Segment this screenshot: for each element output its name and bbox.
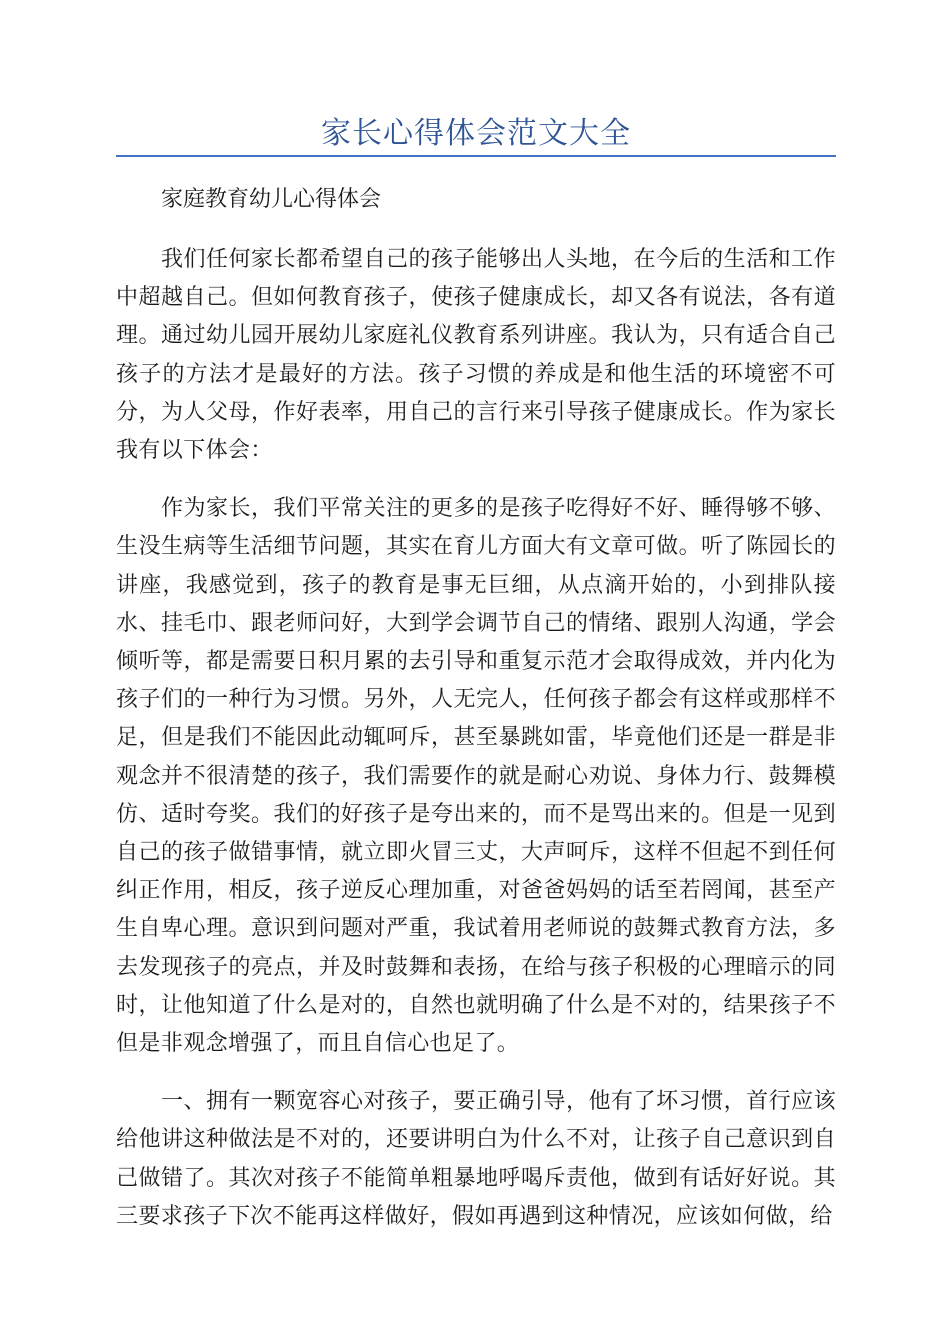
document-subtitle: 家庭教育幼儿心得体会 — [161, 187, 382, 212]
title-underline — [116, 155, 836, 157]
document-title: 家长心得体会范文大全 — [321, 116, 631, 151]
paragraph-1: 我们任何家长都希望自己的孩子能够出人头地，在今后的生活和工作中超越自己。但如何教育孩子，使孩子健康成长，却又各有说法，各有道理。通过幼儿园开展幼儿家庭礼仪教育系列讲座。我认为，只有适合自己孩子的方法才是最好的方法。孩子习惯的养成是和他生活的环境密不可分，为人父母，作好表率，用自己的言行来引导孩子健康成长。作为家长我有以下体会： — [116, 247, 836, 464]
paragraph-3: 一、拥有一颗宽容心对孩子，要正确引导，他有了坏习惯，首行应该给他讲这种做法是不对的，还要讲明白为什么不对，让孩子自己意识到自己做错了。其次对孩子不能简单粗暴地呼喝斥责他，做到有话好好说。其三要求孩子下次不能再这样做好，假如再遇到这种情况，应该如何做，给 — [116, 1089, 836, 1229]
document-page — [116, 0, 836, 1236]
paragraph-2: 作为家长，我们平常关注的更多的是孩子吃得好不好、睡得够不够、生没生病等生活细节问题，其实在育儿方面大有文章可做。听了陈园长的讲座，我感觉到，孩子的教育是事无巨细，从点滴开始的，小到排队接水、挂毛巾、跟老师问好，大到学会调节自己的情绪、跟别人沟通，学会倾听等，都是需要日积月累的去引导和重复示范才会取得成效，并内化为孩子们的一种行为习惯。另外，人无完人，任何孩子都会有这样或那样不足，但是我们不能因此动辄呵斥，甚至暴跳如雷，毕竟他们还是一群是非观念并不很清楚的孩子，我们需要作的就是耐心劝说、身体力行、鼓舞模仿、适时夸奖。我们的好孩子是夸出来的，而不是骂出来的。但是一见到自己的孩子做错事情，就立即火冒三丈，大声呵斥，这样不但起不到任何纠正作用，相反，孩子逆反心理加重，对爸爸妈妈的话至若罔闻，甚至产生自卑心理。意识到问题对严重，我试着用老师说的鼓舞式教育方法，多去发现孩子的亮点，并及时鼓舞和表扬，在给与孩子积极的心理暗示的同时，让他知道了什么是对的，自然也就明确了什么是不对的，结果孩子不但是非观念增强了，而且自信心也足了。 — [116, 496, 836, 1057]
